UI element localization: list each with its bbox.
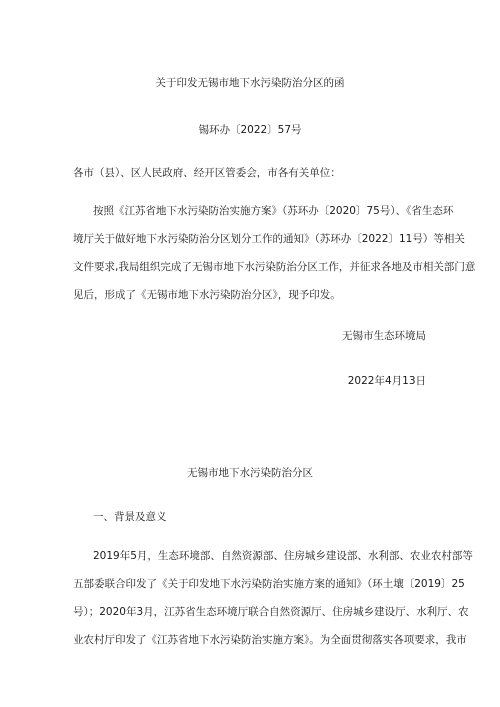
body-line: 业农村厅印发了《江苏省地下水污染防治实施方案》。为全面贯彻落实各项要求，我市 xyxy=(73,634,467,646)
body-line: 五部委联合印发了《关于印发地下水污染防治实施方案的通知》（环土壤〔2019〕25 xyxy=(73,578,465,590)
body-line: 号）；2020年3月，江苏省生态环境厅联合自然资源厅、住房城乡建设厅、水利厅、农 xyxy=(73,606,469,618)
attachment-title: 无锡市地下水污染防治分区 xyxy=(187,467,313,479)
section-heading: 一、背景及意义 xyxy=(93,511,167,523)
letter-title: 关于印发无锡市地下水污染防治分区的函 xyxy=(155,77,345,89)
letter-body-paragraph xyxy=(73,197,476,309)
issue-date: 2022年4月13日 xyxy=(347,375,426,387)
body-line: 文件要求,我局组织完成了无锡市地下水污染防治分区工作，并征求各地及市相关部门意 xyxy=(73,261,476,273)
signature-issuer: 无锡市生态环境局 xyxy=(342,330,426,342)
section-body-paragraph xyxy=(73,542,473,654)
body-line: 见后，形成了《无锡市地下水污染防治分区》，现予印发。 xyxy=(73,289,341,301)
document-number: 锡环办〔2022〕57号 xyxy=(198,124,302,136)
body-line: 按照《江苏省地下水污染防治实施方案》（苏环办〔2020〕75号）、《省生态环 xyxy=(93,205,454,217)
addressee-line: 各市（县）、区人民政府、经开区管委会，市各有关单位： xyxy=(73,167,341,179)
body-line: 2019年5月，生态环境部、自然资源部、住房城乡建设部、水利部、农业农村部等 xyxy=(93,550,473,562)
body-line: 境厅关于做好地下水污染防治分区划分工作的通知》（苏环办〔2022〕11号）等相关 xyxy=(73,233,465,245)
